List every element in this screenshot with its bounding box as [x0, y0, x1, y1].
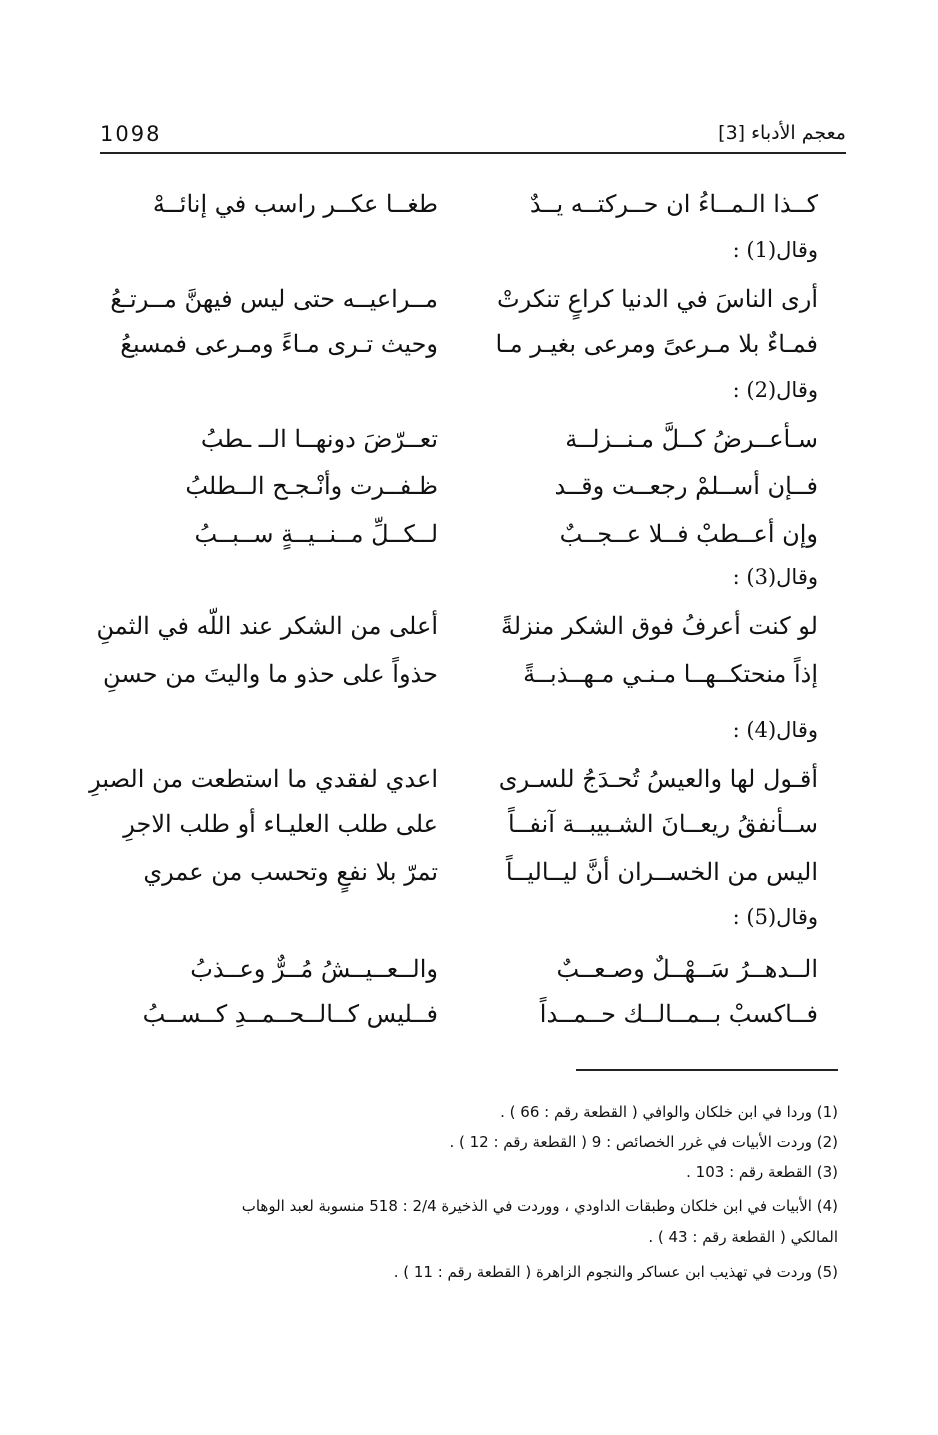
footnote-2: (2) وردت الأبيات في غرر الخصائص : 9 ( القطعة رقم : 12 ) .	[449, 1133, 838, 1151]
section-intro-1: وقال(1) :	[732, 238, 818, 262]
verse-10-hemistich-2: على طلب العليـاء أو طلب الاجرِ	[123, 810, 438, 838]
verse-1-hemistich-2: طغــا عكــر راسب في إنائــهْ	[152, 190, 438, 218]
verse-12-hemistich-2: والــعــيــشُ مُــرٌّ وعــذبُ	[190, 955, 438, 983]
footnote-5: (5) وردت في تهذيب ابن عساكر والنجوم الزاهرة ( القطعة رقم : 11 ) .	[393, 1263, 838, 1281]
verse-11-hemistich-1: اليس من الخســران أنَّ ليــاليــاً	[505, 858, 818, 886]
page-header	[100, 118, 846, 154]
running-title: معجم الأدباء [3]	[718, 122, 846, 144]
verse-13-hemistich-1: فــاكسبْ بــمــالــك حــمــداً	[539, 1000, 818, 1028]
verse-6-hemistich-2: لــكــلِّ مــنــيــةٍ ســبــبُ	[194, 520, 438, 548]
verse-7-hemistich-2: أعلى من الشكر عند اللّه في الثمنِ	[96, 612, 438, 640]
verse-6-hemistich-1: وإن أعــطبْ فــلا عــجــبٌ	[559, 520, 818, 548]
verse-8-hemistich-2: حذواً على حذو ما واليتَ من حسنِ	[103, 660, 438, 688]
section-intro-5: وقال(5) :	[732, 905, 818, 929]
verse-9-hemistich-2: اعدي لفقدي ما استطعت من الصبرِ	[89, 765, 438, 793]
section-intro-3: وقال(3) :	[732, 565, 818, 589]
verse-2-hemistich-2: مــراعيــه حتى ليس فيهنَّ مــرتـعُ	[110, 285, 438, 313]
verse-13-hemistich-2: فــليس كــالــحــمــدِ كــســبُ	[142, 1000, 438, 1028]
footnote-4: (4) الأبيات في ابن خلكان وطبقات الداودي ، ووردت في الذخيرة 2/4 : 518 منسوبة لعبد الوهاب	[241, 1197, 838, 1215]
verse-5-hemistich-2: ظـفــرت وأنْـجـح الــطلبُ	[185, 472, 438, 500]
section-intro-4: وقال(4) :	[732, 718, 818, 742]
verse-7-hemistich-1: لو كنت أعرفُ فوق الشكر منزلةً	[500, 612, 818, 640]
verse-10-hemistich-1: ســأنفقُ ريعــانَ الشـبيبــة آنفــاً	[508, 810, 818, 838]
verse-3-hemistich-1: فمـاءٌ بلا مـرعىً ومرعى بغيـر مـا	[495, 330, 818, 358]
verse-5-hemistich-1: فــإن أســلمْ رجعــت وقــد	[554, 472, 818, 500]
verse-2-hemistich-1: أرى الناسَ في الدنيا كراعٍ تنكرتْ	[497, 285, 818, 313]
verse-4-hemistich-2: تعــرّضَ دونهــا الــ ـطبُ	[200, 425, 438, 453]
verse-8-hemistich-1: إذاً منحتكــهــا مـنـي مـهــذبــةً	[523, 660, 818, 688]
footnote-separator	[576, 1069, 838, 1071]
footnote-4-continued: المالكي ( القطعة رقم : 43 ) .	[648, 1228, 838, 1246]
verse-11-hemistich-2: تمرّ بلا نفعٍ وتحسب من عمري	[143, 858, 438, 886]
footnote-1: (1) وردا في ابن خلكان والوافي ( القطعة رقم : 66 ) .	[500, 1103, 838, 1121]
verse-12-hemistich-1: الــدهــرُ سَــهْــلٌ وصـعــبٌ	[556, 955, 818, 983]
footnote-3: (3) القطعة رقم : 103 .	[686, 1163, 838, 1181]
verse-1-hemistich-1: كــذا الـمــاءُ ان حــركتــه يــدٌ	[529, 190, 818, 218]
section-intro-2: وقال(2) :	[732, 378, 818, 402]
verse-3-hemistich-2: وحيث تـرى مـاءً ومـرعى فمسبعُ	[120, 330, 438, 358]
verse-4-hemistich-1: سـأعــرضُ كــلَّ مـنــزلــة	[565, 425, 818, 453]
verse-9-hemistich-1: أقـول لها والعيسُ تُحـدَجُ للسـرى	[498, 765, 818, 793]
page-number: 1098	[100, 122, 162, 146]
